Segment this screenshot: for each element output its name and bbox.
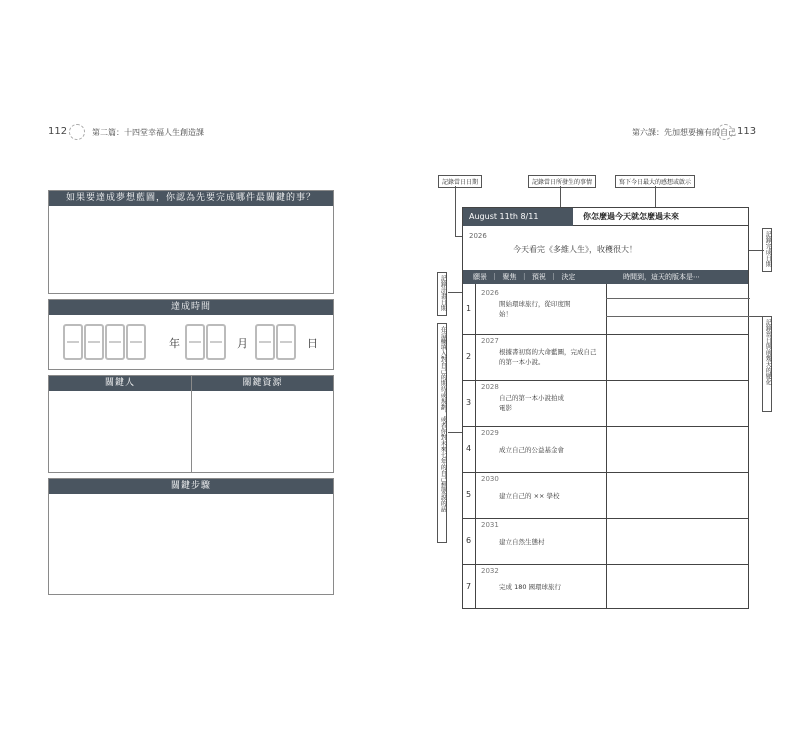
leader-line (655, 186, 656, 208)
ornament-icon (69, 124, 85, 140)
row-year: 2026 (481, 289, 499, 297)
diary-entry[interactable]: 今天看完《多維人生》，收穫很大！ (513, 245, 637, 254)
callout-record-date: 記錄當日日期 (438, 175, 482, 188)
callout-record-events: 記錄當日所發生的事情 (528, 175, 596, 188)
callout-record-daily-change: 記錄當日與前幾天的變化 (762, 316, 772, 412)
key-people-title: 關鍵人 (49, 376, 191, 391)
year-unit: 年 (169, 337, 180, 350)
panel-divider (191, 376, 192, 472)
callout-write-inspiration: 寫下今日最大的感想或啟示 (615, 175, 695, 188)
row-number: 7 (466, 582, 472, 591)
right-running-header: 第六課：先加想要擁有的自己 (632, 128, 736, 137)
diary-title: 你怎麼過今天就怎麼過未來 (583, 212, 679, 221)
row-text[interactable]: 自己的第一本小說拍成電影 (499, 394, 564, 412)
callout-record-completed: 記錄完成日期 (762, 228, 772, 272)
month-digits[interactable] (185, 324, 227, 360)
diary-table (462, 207, 749, 609)
day-digits[interactable] (255, 324, 297, 360)
people-resources-panel (48, 375, 334, 473)
row-text[interactable]: 根據書初寫的大命藍圖，完成自己的第一本小說。 (499, 348, 597, 366)
row-text[interactable]: 成立自己的公益基金會 (499, 446, 564, 454)
row-number: 2 (466, 352, 472, 361)
row-year: 2031 (481, 521, 499, 529)
key-resources-title: 關鍵資源 (192, 376, 333, 391)
year-digits[interactable] (63, 324, 147, 360)
row-number: 4 (466, 444, 472, 453)
leader-line (455, 186, 456, 236)
left-page-number: 112 (48, 126, 68, 137)
row-number: 3 (466, 398, 472, 407)
ornament-icon-right (717, 124, 733, 140)
date-title: 達成時間 (49, 300, 333, 315)
diary-date: August 11th 8/11 (463, 208, 573, 226)
row-text[interactable]: 建立自己的 ×× 學校 (499, 492, 560, 500)
left-column-header: 願景 ｜ 聚焦 ｜ 預祝 ｜ 決定 (473, 273, 576, 281)
callout-long-instruction: 在這欄填入對自己的期待或規劃，或者你對未來七年的自己想要說的話 (437, 323, 447, 543)
leader-line (748, 250, 764, 251)
question-title: 如果要達成夢想藍圖，你認為先要完成哪件最關鍵的事？ (49, 191, 333, 206)
row-year: 2029 (481, 429, 499, 437)
day-unit: 日 (307, 337, 318, 350)
month-unit: 月 (237, 337, 248, 350)
diary-column-header (463, 270, 748, 284)
row-text[interactable]: 建立自然生態村 (499, 538, 545, 546)
row-year: 2030 (481, 475, 499, 483)
date-panel (48, 299, 334, 370)
row-number: 6 (466, 536, 472, 545)
row-text[interactable]: 完成 180 國環球旅行 (499, 583, 562, 591)
diary-first-year: 2026 (469, 232, 487, 240)
steps-panel (48, 478, 334, 595)
row-number: 1 (466, 304, 472, 313)
row-number: 5 (466, 490, 472, 499)
left-running-header: 第二篇：十四堂幸福人生創造課 (92, 128, 204, 137)
right-page-number: 113 (737, 126, 757, 137)
callout-record-plan-date: 記錄計畫日期 (437, 272, 447, 316)
steps-title: 關鍵步驟 (49, 479, 333, 494)
right-column-header: 時間到，這天的版本是⋯ (623, 273, 700, 281)
row-text[interactable]: 開始環球旅行，從印度開始！ (499, 300, 571, 318)
row-year: 2027 (481, 337, 499, 345)
question-panel (48, 190, 334, 294)
row-year: 2032 (481, 567, 499, 575)
row-year: 2028 (481, 383, 499, 391)
